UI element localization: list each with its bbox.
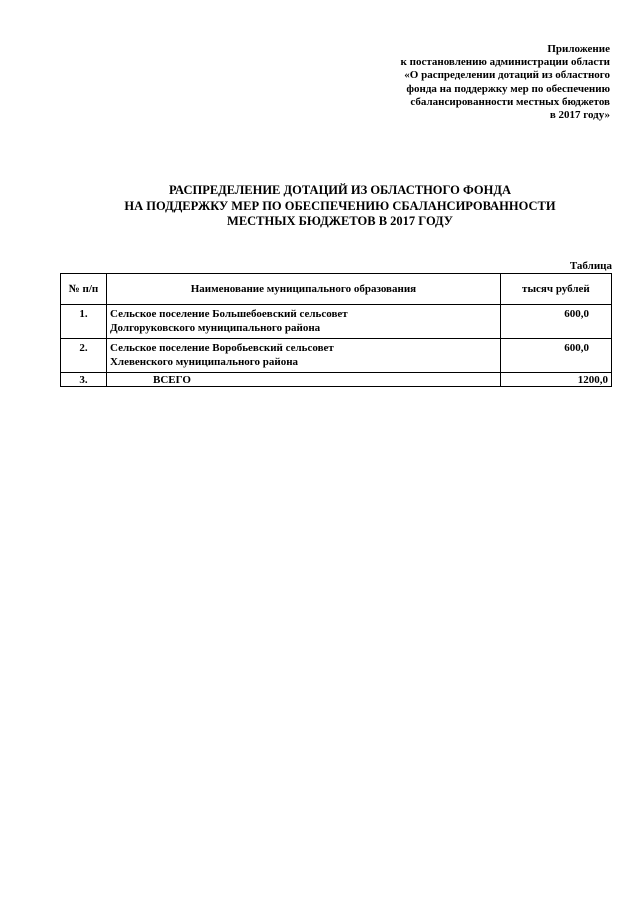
appendix-line: в 2017 году»: [549, 109, 610, 122]
row-name-line: Сельское поселение Большебоевский сельсовет: [109, 308, 348, 320]
total-row: [61, 373, 612, 387]
row-name-line: Сельское поселение Воробьевский сельсовет: [109, 342, 334, 354]
total-number: 3.: [61, 373, 107, 387]
appendix-line: фонда на поддержку мер по обеспечению: [406, 82, 610, 95]
appendix-line: «О распределении дотаций из областного: [404, 69, 610, 82]
appendix-line: Приложение: [547, 43, 610, 55]
table-header-row: [61, 274, 612, 305]
table-row: [61, 339, 612, 373]
table-label: Таблица: [569, 260, 612, 272]
total-amount: 1200,0: [500, 373, 611, 387]
row-name: [106, 339, 500, 373]
row-name-line: Долгоруковского муниципального района: [109, 322, 321, 334]
appendix-block: [350, 43, 610, 122]
row-number: 1.: [61, 305, 107, 339]
header-name: Наименование муниципального образования: [106, 274, 500, 305]
distribution-table: [60, 273, 612, 387]
title-line: МЕСТНЫХ БЮДЖЕТОВ В 2017 ГОДУ: [227, 214, 453, 228]
row-amount: 600,0: [500, 305, 611, 339]
header-number: № п/п: [61, 274, 107, 305]
row-number: 2.: [61, 339, 107, 373]
total-label: ВСЕГО: [106, 373, 500, 387]
row-name-line: Хлевенского муниципального района: [109, 356, 299, 368]
title-line: РАСПРЕДЕЛЕНИЕ ДОТАЦИЙ ИЗ ОБЛАСТНОГО ФОНДА: [169, 183, 511, 197]
row-amount: 600,0: [500, 339, 611, 373]
row-name: [106, 305, 500, 339]
appendix-line: сбалансированности местных бюджетов: [410, 95, 610, 108]
title-line: НА ПОДДЕРЖКУ МЕР ПО ОБЕСПЕЧЕНИЮ СБАЛАНСИРОВАННОСТИ: [124, 198, 556, 213]
document-title: [60, 183, 620, 230]
appendix-line: к постановлению администрации области: [400, 56, 610, 69]
table-row: [61, 305, 612, 339]
header-amount: тысяч рублей: [500, 274, 611, 305]
